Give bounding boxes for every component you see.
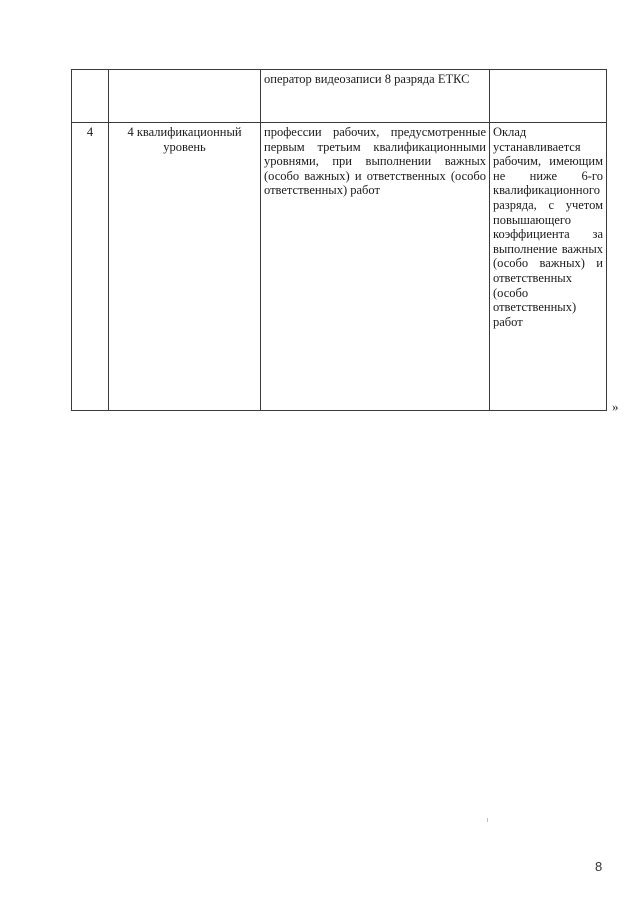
qualification-level-cell: 4 квалификационный уровень [109, 123, 261, 411]
row-number-cell [72, 70, 109, 123]
note-cell [490, 70, 607, 123]
profession-text: оператор видеозаписи 8 разряда ЕТКС [264, 72, 470, 86]
note-cell [490, 123, 607, 411]
closing-quote: » [612, 399, 619, 414]
row-number-cell: 4 [72, 123, 109, 411]
profession-cell [261, 123, 490, 411]
profession-cell [261, 70, 490, 123]
qualification-table [71, 69, 607, 411]
note-text: Оклад устанавливается рабочим, имеющим не ниже 6-го квалификационного разряда, с учетом повышающего коэффициента за выполнение важных (особо важных) и ответственных (особо ответственных) работ [493, 125, 603, 329]
profession-text: профессии рабочих, предусмотренные первым третьим квалификационными уровнями, при выполнении важных (особо важных) и ответственных (особо ответственных) работ [264, 125, 486, 198]
scan-artifact [487, 818, 488, 822]
page-number: 8 [595, 859, 603, 874]
qualification-level-cell [109, 70, 261, 123]
table-row [72, 123, 607, 411]
table-row [72, 70, 607, 123]
